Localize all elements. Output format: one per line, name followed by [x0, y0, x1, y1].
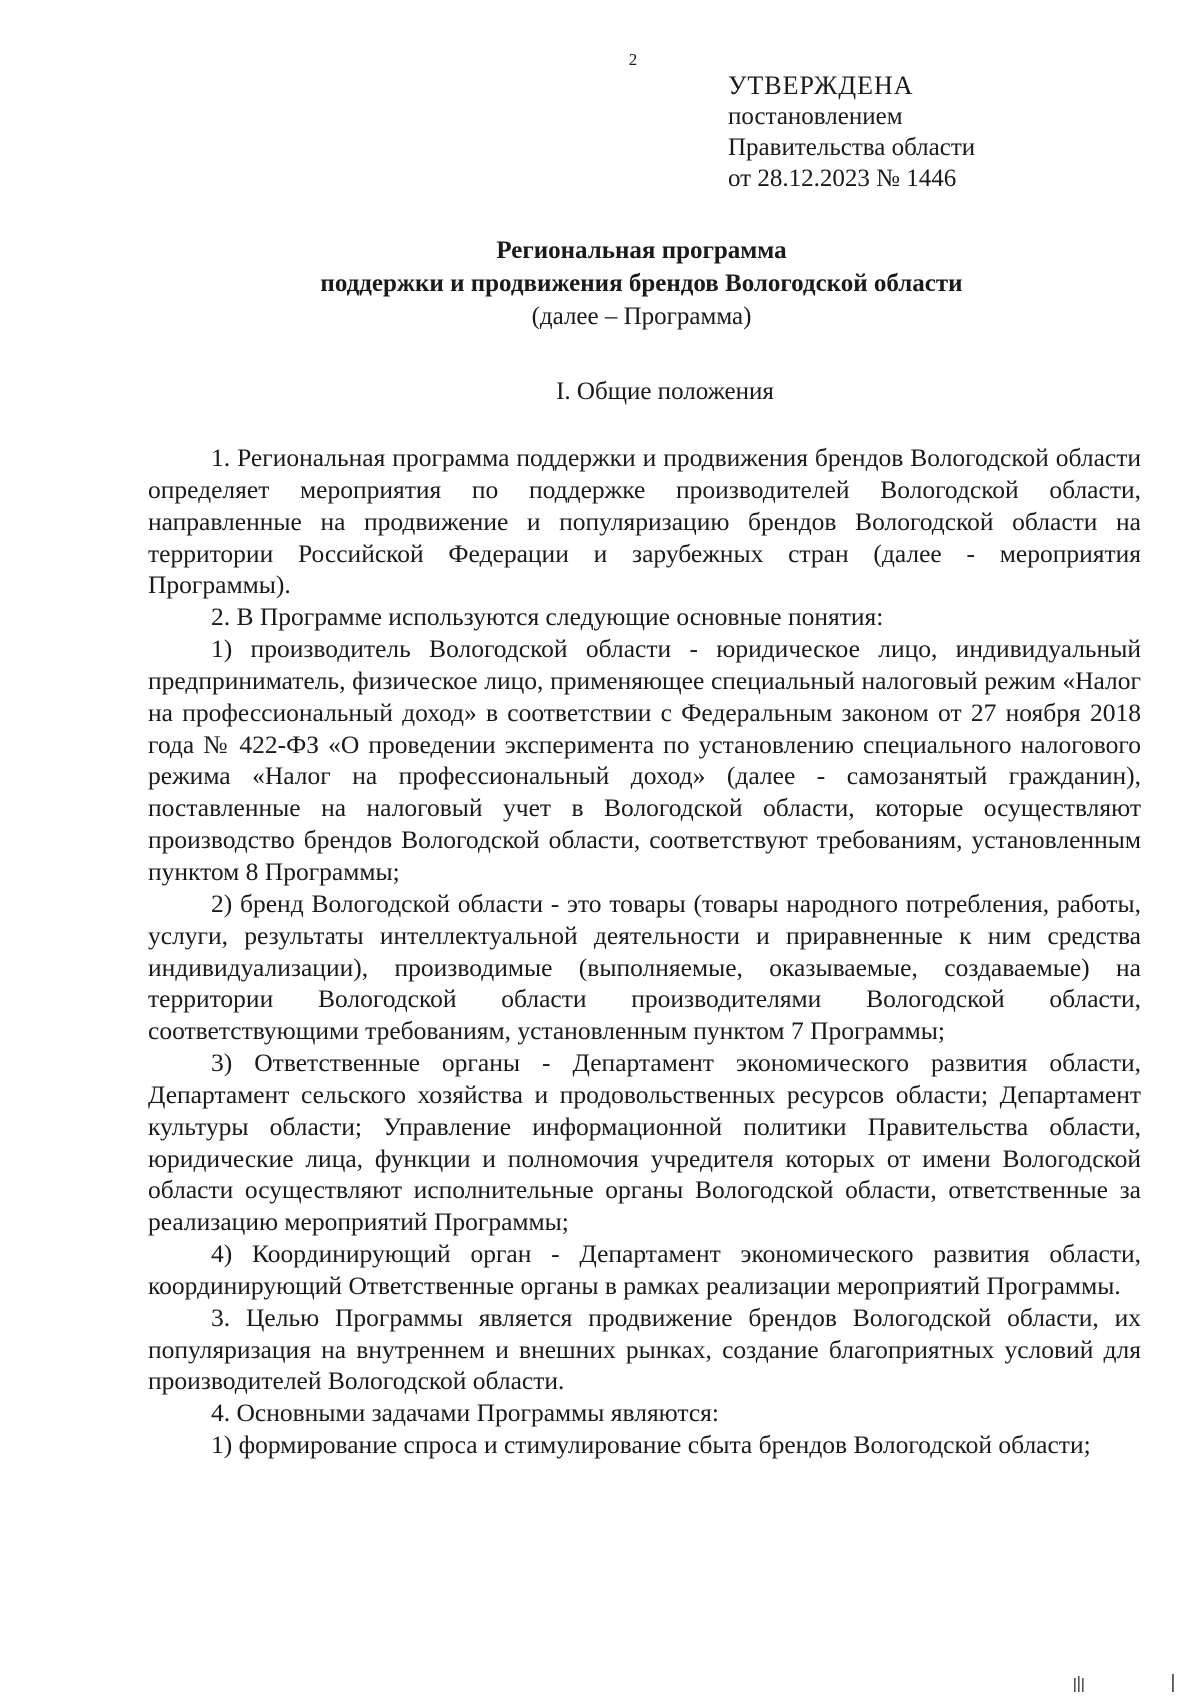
approval-title: УТВЕРЖДЕНА: [728, 71, 914, 100]
document-title-block: [150, 234, 1133, 333]
paragraph: 3. Целью Программы является продвижение брендов Вологодской области, их популяризация на внутреннем и внешних рынках, создание благоприятных условий для производителей Вологодской области.: [148, 1302, 1141, 1396]
paragraph: 1) производитель Вологодской области - юридическое лицо, индивидуальный предприниматель, физическое лицо, применяющее специальный налоговый режим «Налог на профессиональный доход» в соответствии с Федеральным законом от 27 ноября 2018 года № 422-ФЗ «О проведении эксперимента по установлению специального налогового режима «Налог на профессиональный доход» (далее - самозанятый гражданин), поставленные на налоговый учет в Вологодской области, которые осуществляют производство брендов Вологодской области, соответствуют требованиям, установленным пунктом 8 Программы;: [148, 634, 1141, 886]
approval-line: от 28.12.2023 № 1446: [728, 165, 957, 192]
document-subtitle: (далее – Программа): [531, 303, 752, 330]
approval-stamp: [728, 70, 975, 194]
paragraph: 1) формирование спроса и стимулирование сбыта брендов Вологодской области;: [211, 1430, 1091, 1460]
document-body: [148, 442, 1141, 1461]
section-heading: I. Общие положения: [556, 378, 774, 405]
paragraph: 3) Ответственные органы - Департамент экономического развития области, Департамент сельского хозяйства и продовольственных ресурсов области; Департамент культуры области; Управление информационной политики Правительства области, юридические лица, функции и полномочия учредителя которых от имени Вологодской области осуществляют исполнительные органы Вологодской области, ответственные за реализацию мероприятий Программы;: [148, 1048, 1141, 1237]
paragraph: 2) бренд Вологодской области - это товары (товары народного потребления, работы, услуги, результаты интеллектуальной деятельности и приравненные к ним средства индивидуализации), производимые (выполняемые, оказываемые, создаваемые) на территории Вологодской области производителями Вологодской области, соответствующими требованиям, установленным пунктом 7 Программы;: [148, 888, 1141, 1046]
paragraph: 1. Региональная программа поддержки и продвижения брендов Вологодской области определяет мероприятия по поддержке производителей Вологодской области, направленные на продвижение и популяризацию брендов Вологодской области на территории Российской Федерации и зарубежных стран (далее - мероприятия Программы).: [148, 443, 1141, 600]
scan-artifact-marks: [1072, 1672, 1182, 1692]
page-number: 2: [628, 50, 638, 69]
paragraph: 2. В Программе используются следующие основные понятия:: [211, 602, 884, 632]
document-title-line1: Региональная программа: [496, 237, 787, 264]
approval-line: Правительства области: [728, 134, 976, 161]
paragraph: 4) Координирующий орган - Департамент экономического развития области, координирующий Ответственные органы в рамках реализации мероприятий Программы.: [148, 1239, 1141, 1300]
document-title-line2: поддержки и продвижения брендов Вологодской области: [320, 270, 963, 297]
paragraph: 4. Основными задачами Программы являются:: [211, 1398, 719, 1428]
approval-line: постановлением: [728, 103, 903, 130]
